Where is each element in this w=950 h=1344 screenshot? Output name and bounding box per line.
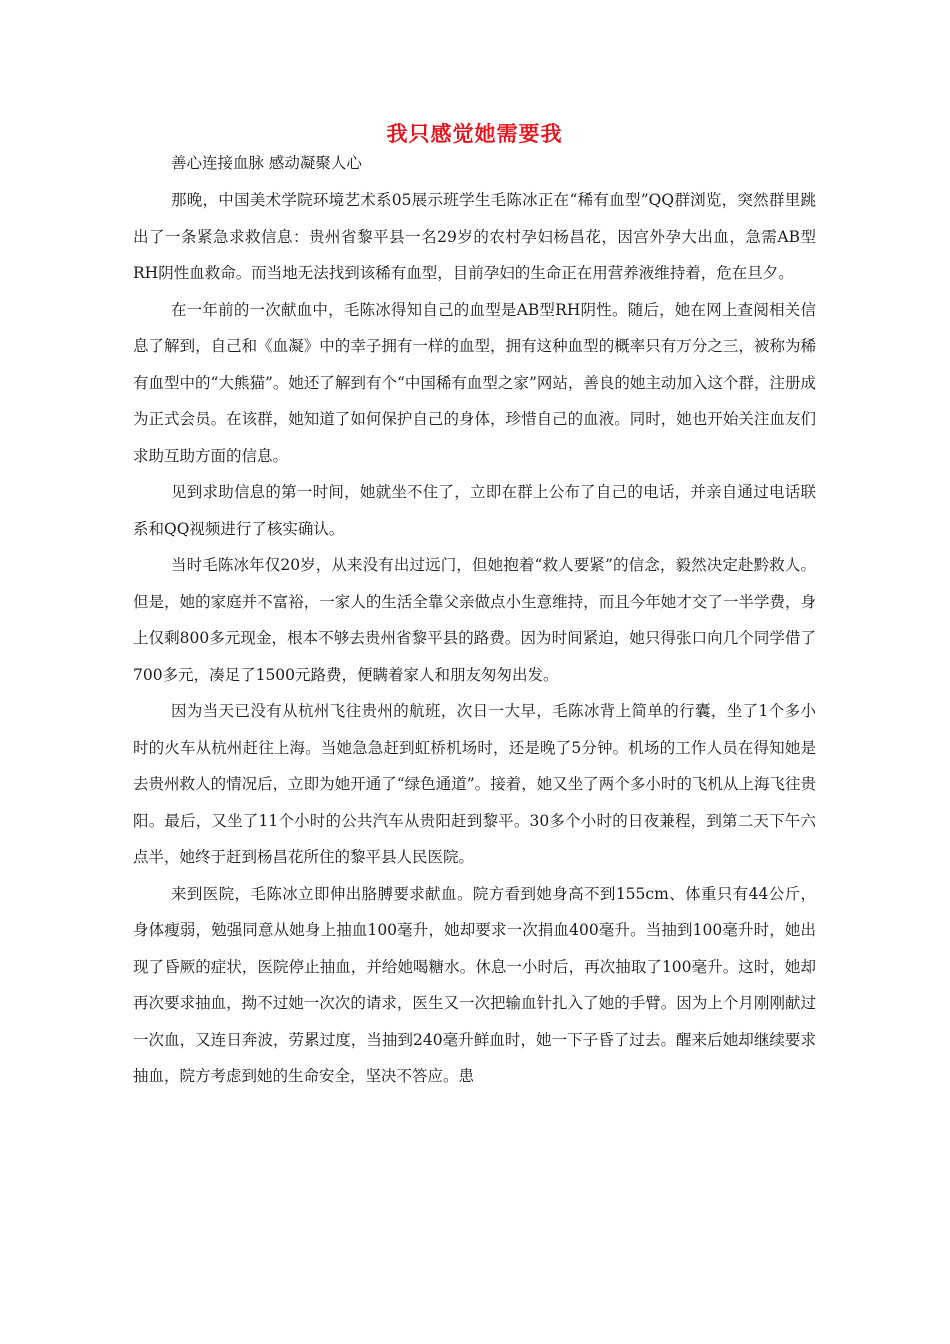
paragraph: 当时毛陈冰年仅20岁，从来没有出过远门，但她抱着“救人要紧”的信念，毅然决定赴黔救人。但是，她的家庭并不富裕，一家人的生活全靠父亲做点小生意维持，而且今年她才交了一半学费，身上仅剩800多元现金，根本不够去贵州省黎平县的路费。因为时间紧迫，她只得张口向几个同学借了700多元，凑足了1500元路费，便瞒着家人和朋友匆匆出发。 <box>133 556 816 684</box>
document-title: 我只感觉她需要我 <box>386 121 563 146</box>
paragraph: 因为当天已没有从杭州飞往贵州的航班，次日一大早，毛陈冰背上简单的行囊，坐了1个多小时的火车从杭州赶往上海。当她急急赶到虹桥机场时，还是晚了5分钟。机场的工作人员在得知她是去贵州救人的情况后，立即为她开通了“绿色通道”。接着，她又坐了两个多小时的飞机从上海飞往贵阳。最后，又坐了11个小时的公共汽车从贵阳赶到黎平。30多个小时的日夜兼程，到第二天下午六点半，她终于赶到杨昌花所住的黎平县人民医院。 <box>133 702 816 866</box>
paragraph: 那晚，中国美术学院环境艺术系05展示班学生毛陈冰正在“稀有血型”QQ群浏览，突然群里跳出了一条紧急求救信息：贵州省黎平县一名29岁的农村孕妇杨昌花，因宫外孕大出血，急需AB型RH阴性血救命。而当地无法找到该稀有血型，目前孕妇的生命正在用营养液维持着，危在旦夕。 <box>133 191 816 282</box>
paragraph: 在一年前的一次献血中，毛陈冰得知自己的血型是AB型RH阴性。随后，她在网上查阅相关信息了解到，自己和《血凝》中的幸子拥有一样的血型，拥有这种血型的概率只有万分之三，被称为稀有血型中的“大熊猫”。她还了解到有个“中国稀有血型之家”网站，善良的她主动加入这个群，注册成为正式会员。在该群，她知道了如何保护自己的身体，珍惜自己的血液。同时，她也开始关注血友们求助互助方面的信息。 <box>133 300 816 465</box>
paragraph: 来到医院，毛陈冰立即伸出胳膊要求献血。院方看到她身高不到155cm、体重只有44公斤，身体瘦弱，勉强同意从她身上抽血100毫升，她却要求一次捐血400毫升。当抽到100毫升时，她出现了昏厥的症状，医院停止抽血，并给她喝糖水。休息一小时后，再次抽取了100毫升。这时，她却再次要求抽血，拗不过她一次次的请求，医生又一次把输血针扎入了她的手臂。因为上个月刚刚献过一次血，又连日奔波，劳累过度，当抽到240毫升鲜血时，她一下子昏了过去。醒来后她却继续要求抽血，院方考虑到她的生命安全，坚决不答应。患 <box>133 884 816 1085</box>
document-subtitle: 善心连接血脉 感动凝聚人心 <box>171 154 362 172</box>
paragraph: 见到求助信息的第一时间，她就坐不住了，立即在群上公布了自己的电话，并亲自通过电话联系和QQ视频进行了核实确认。 <box>133 483 816 538</box>
document-page <box>133 118 816 1095</box>
